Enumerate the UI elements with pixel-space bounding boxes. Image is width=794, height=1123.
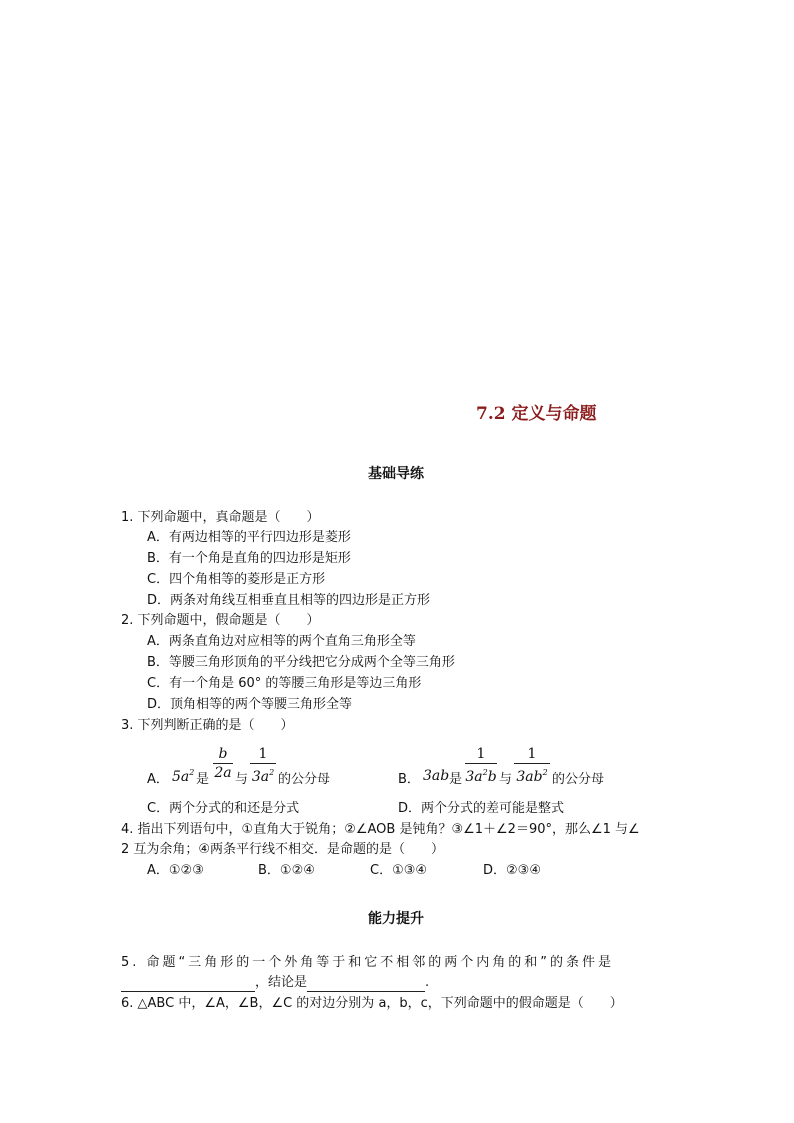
question-2-option-d: D．顶角相等的两个等腰三角形全等 — [147, 697, 353, 712]
question-3-option-b-expr: 3ab — [423, 768, 450, 784]
question-3-option-b-tail: 的公分母 — [552, 772, 605, 787]
question-1-option-a: A．有两边相等的平行四边形是菱形 — [147, 530, 351, 545]
question-1-stem: 1. 下列命题中，真命题是（ ） — [121, 510, 320, 525]
question-3-option-b-yu: 与 — [499, 772, 513, 787]
question-3-option-a-shi: 是 — [196, 772, 210, 787]
question-2-stem: 2. 下列命题中，假命题是（ ） — [121, 613, 320, 628]
question-4-option-d: D．②③④ — [483, 863, 541, 878]
question-3-option-a-yu: 与 — [235, 772, 249, 787]
question-1-option-c: C．四个角相等的菱形是正方形 — [147, 572, 326, 587]
question-4-option-a: A．①②③ — [147, 863, 204, 878]
section-heading-basic: 基础导练 — [368, 466, 424, 482]
question-3-option-b-shi: 是 — [449, 772, 463, 787]
answer-blank-condition[interactable] — [121, 975, 255, 992]
question-4-option-c: C．①③④ — [370, 863, 428, 878]
question-1-option-b: B．有一个角是直角的四边形是矩形 — [147, 551, 351, 566]
question-3-option-b-fraction-2: 1 $3ab^2$ — [514, 746, 550, 785]
question-6-stem: 6. △ABC 中，∠A，∠B，∠C 的对边分别为 a，b，c，下列命题中的假命题是（ ） — [121, 996, 623, 1011]
question-2-option-a: A．两条直角边对应相等的两个直角三角形全等 — [147, 634, 416, 649]
question-4-line-2: 2 互为余角；④两条平行线不相交．是命题的是（ ） — [121, 842, 445, 857]
question-3-option-d: D．两个分式的差可能是整式 — [398, 801, 565, 816]
question-2-option-b: B．等腰三角形顶角的平分线把它分成两个全等三角形 — [147, 655, 455, 670]
question-1-option-d: D．两条对角线互相垂直且相等的四边形是正方形 — [147, 593, 431, 608]
question-3-option-b-fraction-1: 1 $3a^2b$ — [465, 746, 497, 785]
question-2-option-c: C．有一个角是 60° 的等腰三角形是等边三角形 — [147, 676, 422, 691]
question-4-option-b: B．①②④ — [258, 863, 315, 878]
question-3-option-a-expr: $5a^2$ — [172, 768, 195, 785]
question-3-option-a-label: A． — [147, 772, 169, 787]
section-heading-ability: 能力提升 — [368, 911, 424, 927]
page-title: 7.2 定义与命题 — [476, 404, 597, 424]
question-3-option-a-fraction-1: b 2a — [214, 746, 232, 781]
question-5-line-2: ，结论是 . — [121, 975, 429, 992]
question-3-option-b-label: B． — [398, 772, 420, 787]
question-3-option-a-fraction-2: 1 $3a^2$ — [251, 746, 275, 785]
answer-blank-conclusion[interactable] — [307, 975, 425, 992]
question-3-stem: 3. 下列判断正确的是（ ） — [121, 718, 294, 733]
question-4-line-1: 4. 指出下列语句中，①直角大于锐角；②∠AOB 是钝角？③∠1＋∠2＝90°，那么∠1 与∠ — [121, 822, 640, 837]
question-5-line-1: 5. 命题“三角形的一个外角等于和它不相邻的两个内角的和”的条件是 — [121, 955, 615, 970]
question-3-option-a-tail: 的公分母 — [278, 772, 331, 787]
question-3-option-c: C．两个分式的和还是分式 — [147, 801, 300, 816]
